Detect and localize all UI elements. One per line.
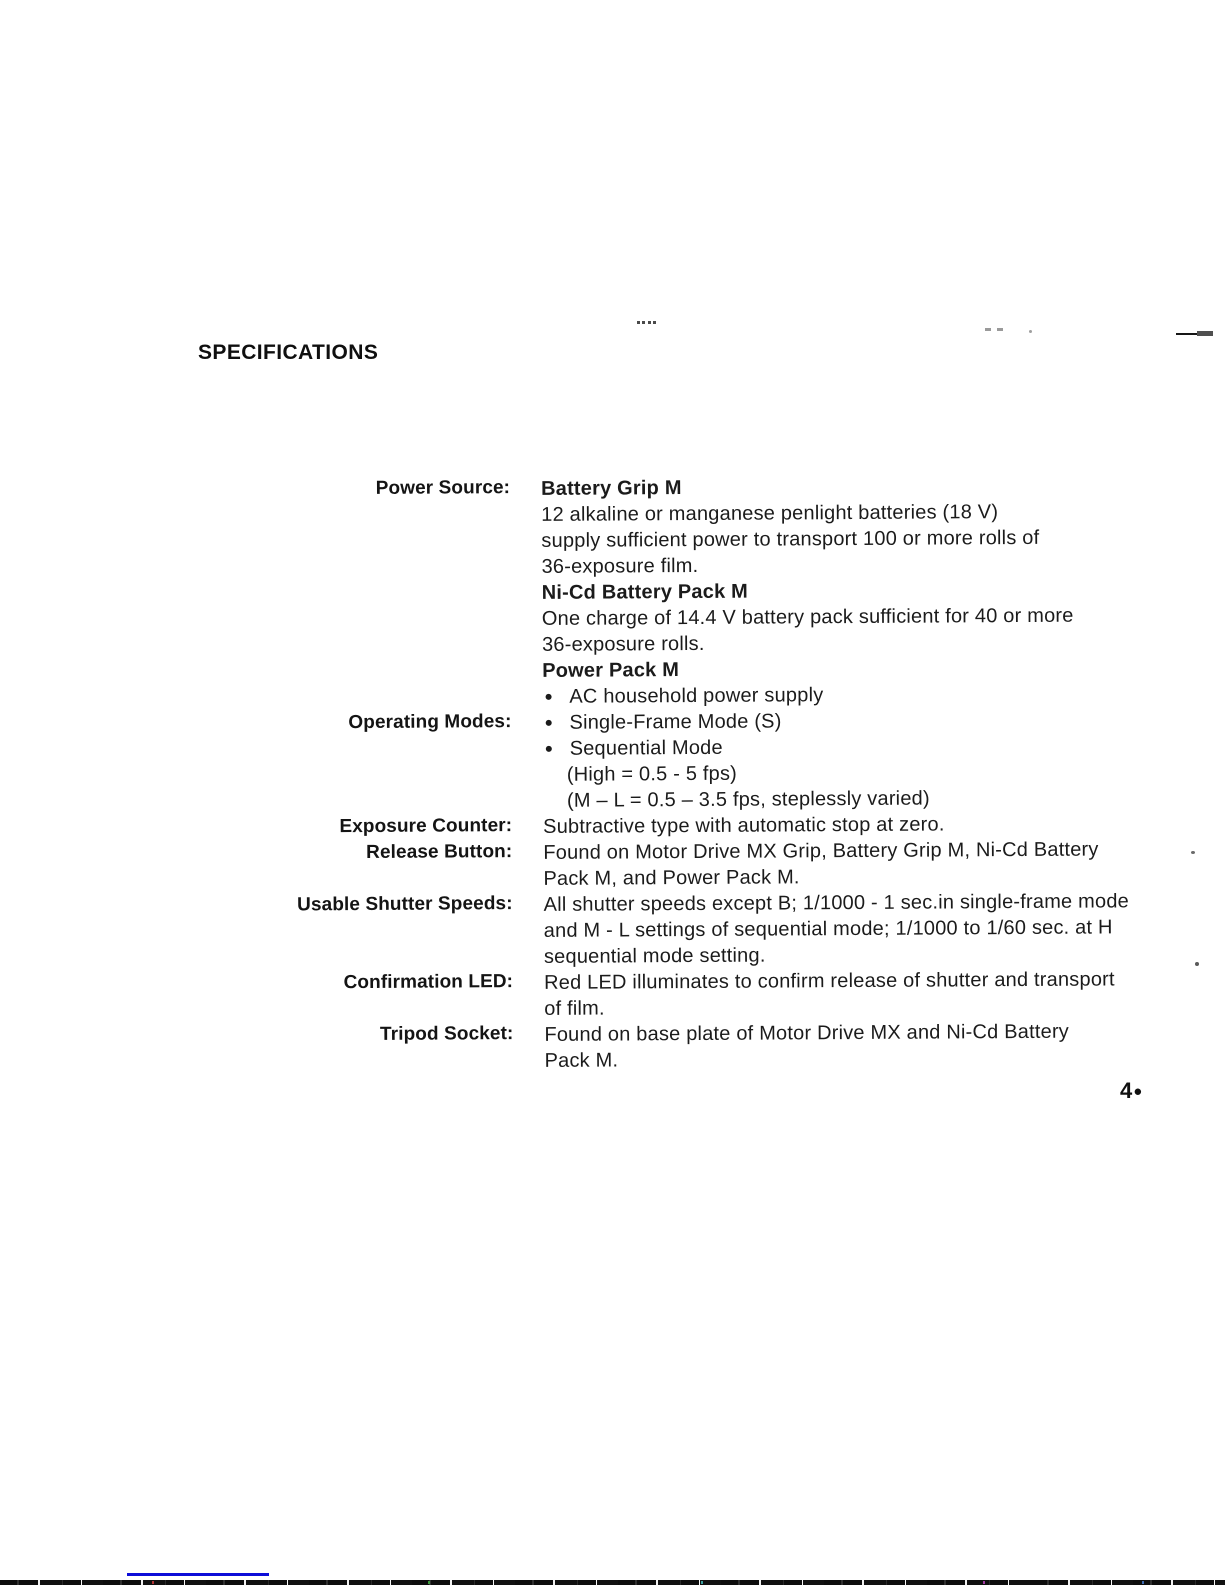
spec-line-text: 36-exposure rolls. [541, 632, 705, 656]
spec-row [200, 472, 1181, 712]
spec-line-text: supply sufficient power to transport 100 or more rolls of [541, 526, 1040, 552]
spec-line [542, 706, 1181, 736]
spec-line [544, 888, 1183, 918]
spec-line [541, 472, 1180, 502]
spec-line-text: 12 alkaline or manganese penlight batteries (18 V) [541, 501, 999, 526]
spec-line [544, 940, 1183, 970]
spec-line [542, 680, 1181, 710]
page-number [1120, 1078, 1142, 1104]
scan-noise-speck [1142, 1581, 1144, 1584]
scan-page-edge-bar [0, 1580, 1225, 1585]
blue-underline-artifact [127, 1573, 269, 1576]
scan-speck [1191, 851, 1195, 854]
spec-line-text: One charge of 14.4 V battery pack sufficient for 40 or more [541, 604, 1074, 630]
spec-line [544, 1018, 1183, 1048]
spec-row [203, 966, 1183, 1024]
spec-label: Exposure Counter: [339, 815, 513, 838]
spec-label: Release Button: [366, 841, 513, 863]
spec-line-text: Single-Frame Mode (S) [569, 710, 782, 734]
spec-line [543, 784, 1182, 814]
spec-line [542, 628, 1181, 658]
spec-line-text: Pack M, and Power Pack M. [543, 866, 800, 890]
spec-label: Operating Modes: [348, 711, 512, 734]
spec-line-text: and M - L settings of sequential mode; 1/1000 to 1/60 sec. at H [543, 916, 1113, 942]
scan-noise-speck [701, 1581, 703, 1584]
spec-line [543, 810, 1182, 840]
spec-line-text: Sequential Mode [569, 736, 723, 760]
spec-lines [541, 472, 1181, 710]
spec-lines [544, 1018, 1183, 1074]
spec-line-text: Subtractive type with automatic stop at zero. [543, 813, 945, 838]
spec-row [202, 836, 1182, 894]
scan-noise-speck [152, 1581, 154, 1584]
spec-lines [544, 888, 1183, 970]
spec-line-text: Ni-Cd Battery Pack M [541, 580, 749, 604]
spec-row [203, 1018, 1183, 1076]
spec-line [544, 1044, 1183, 1074]
scan-artifact-thick-dash [1197, 331, 1213, 336]
spec-line [543, 862, 1182, 892]
spec-line-text: sequential mode setting. [543, 944, 766, 968]
spec-line-text: Red LED illuminates to confirm release of shutter and transport [544, 968, 1115, 994]
spec-label: Tripod Socket: [379, 1023, 514, 1045]
spec-line-text: of film. [544, 997, 605, 1020]
spec-line-text: AC household power supply [569, 684, 824, 708]
spec-line-text: Power Pack M [542, 659, 680, 682]
spec-label: Power Source: [375, 477, 511, 499]
spec-line [543, 732, 1182, 762]
scan-noise-speck [983, 1581, 985, 1584]
page-number-dot-icon: ● [1133, 1083, 1143, 1100]
bullet-icon: ● [544, 687, 554, 704]
scan-artifact-dotted-dash [637, 321, 656, 324]
spec-lines [544, 966, 1183, 1022]
spec-line-text: All shutter speeds except B; 1/1000 - 1 sec.in single-frame mode [543, 890, 1129, 916]
spec-line-text: Found on base plate of Motor Drive MX and Ni-Cd Battery [544, 1020, 1070, 1046]
spec-line [541, 550, 1180, 580]
spec-rows-container [200, 472, 1184, 1076]
spec-lines [543, 810, 1182, 840]
spec-line-text: Found on Motor Drive MX Grip, Battery Grip M, Ni-Cd Battery [543, 838, 1099, 864]
page-title: SPECIFICATIONS [198, 341, 379, 364]
spec-line-text: Pack M. [544, 1049, 619, 1072]
spec-row [203, 888, 1183, 972]
specifications-table [200, 472, 1184, 1076]
spec-row [201, 706, 1182, 816]
spec-lines [542, 706, 1182, 814]
spec-line-text: (M – L = 0.5 – 3.5 fps, steplessly varied) [566, 787, 930, 812]
scan-noise-speck [428, 1581, 430, 1584]
spec-line [541, 498, 1180, 528]
spec-line [542, 576, 1181, 606]
spec-line-text: Battery Grip M [541, 477, 682, 500]
spec-line [544, 914, 1183, 944]
spec-lines [543, 836, 1182, 892]
scan-artifact-gray-dash [985, 328, 1003, 331]
spec-line [542, 602, 1181, 632]
spec-line-text: (High = 0.5 - 5 fps) [566, 762, 738, 786]
spec-line-text: 36-exposure film. [541, 554, 699, 578]
spec-line [542, 654, 1181, 684]
page-number-digit: 4 [1120, 1078, 1133, 1103]
scan-artifact-dot [1029, 330, 1032, 333]
bullet-icon: ● [544, 713, 554, 730]
spec-line [543, 758, 1182, 788]
spec-label: Usable Shutter Speeds: [297, 893, 513, 916]
scan-speck [1195, 962, 1199, 966]
spec-line [543, 836, 1182, 866]
spec-line [541, 524, 1180, 554]
spec-line [544, 966, 1183, 996]
spec-line [544, 992, 1183, 1022]
bullet-icon: ● [544, 739, 554, 756]
spec-label: Confirmation LED: [343, 971, 514, 994]
